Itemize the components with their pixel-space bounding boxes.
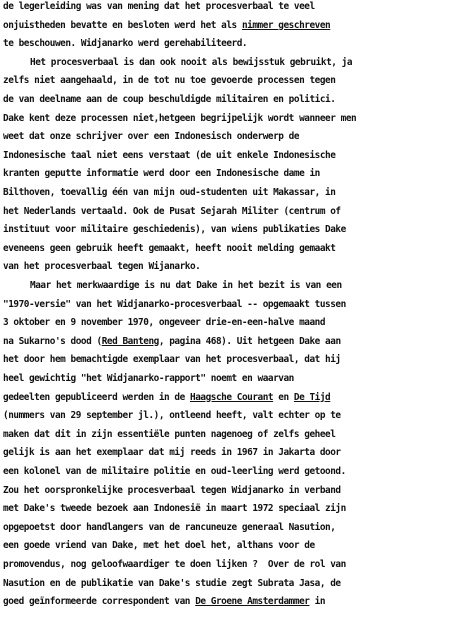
underlined-title: Haagsche Courant bbox=[190, 391, 274, 403]
text-segment: zelfs niet aangehaald, in de tot nu toe gevoerde processen tegen bbox=[3, 75, 336, 87]
text-line bbox=[3, 373, 467, 385]
text-line bbox=[3, 38, 467, 50]
text-line bbox=[3, 336, 467, 348]
text-segment: van het procesverbaal tegen Wijanarko. bbox=[3, 261, 201, 273]
text-line bbox=[3, 429, 467, 441]
underlined-title: nimmer geschreven bbox=[241, 19, 331, 31]
underlined-title: De Groene Amsterdammer bbox=[195, 596, 310, 608]
text-line bbox=[3, 168, 467, 180]
text-segment: na Sukarno's dood ( bbox=[3, 335, 102, 347]
text-line bbox=[3, 224, 467, 236]
text-segment: promovendus, nog geloofwaardiger te doen lijken ? Over de rol van bbox=[3, 559, 346, 570]
text-line bbox=[3, 522, 467, 534]
text-line bbox=[30, 280, 467, 292]
text-line bbox=[3, 261, 467, 273]
text-segment: instituut voor militaire geschiedenis), van wiens publikaties Dake bbox=[3, 224, 346, 236]
text-line bbox=[3, 485, 467, 497]
text-segment: gedeelten gepubliceerd werden in de bbox=[3, 391, 190, 403]
underlined-title: De Tijd bbox=[293, 391, 331, 403]
text-segment: heel gewichtig "het Widjanarko-rapport" noemt en waarvan bbox=[3, 373, 294, 384]
text-segment: Bilthoven, toevallig één van mijn oud-studenten uit Makassar, in bbox=[3, 187, 336, 198]
text-segment: te beschouwen. Widjanarko werd gerehabiliteerd. bbox=[3, 38, 248, 50]
text-line bbox=[3, 94, 467, 106]
text-segment: weet dat onze schrijver over een Indonesisch onderwerp de bbox=[3, 131, 300, 143]
text-segment: goed geïnformeerde correspondent van bbox=[3, 596, 196, 608]
text-segment: onjuistheden bevatte en besloten werd het als bbox=[3, 19, 242, 31]
text-line bbox=[3, 317, 467, 329]
text-segment: een goede vriend van Dake, met het doel het, althans voor de bbox=[3, 540, 315, 552]
text-line bbox=[3, 20, 467, 32]
underlined-title: Red Banteng bbox=[101, 335, 159, 347]
text-line bbox=[3, 578, 467, 590]
text-line bbox=[3, 596, 467, 608]
text-segment: Zou het oorspronkelijke procesverbaal tegen Widjanarko in verband bbox=[3, 484, 341, 496]
text-line bbox=[3, 559, 467, 571]
text-segment: 3 oktober en 9 november 1970, ongeveer drie-en-een-halve maand bbox=[3, 317, 326, 329]
text-line bbox=[3, 187, 467, 199]
text-segment: een kolonel van de militaire politie en oud-leerling werd getoond. bbox=[3, 466, 346, 477]
text-line bbox=[3, 1, 467, 13]
text-line bbox=[30, 57, 467, 69]
text-line bbox=[3, 466, 467, 478]
text-segment: in bbox=[309, 596, 326, 608]
text-line bbox=[3, 447, 467, 459]
text-line bbox=[3, 113, 467, 125]
text-segment: Nasution en de publikatie van Dake's studie zegt Subrata Jasa, de bbox=[3, 577, 341, 589]
text-segment: het door hem bemachtigde exemplaar van het procesverbaal, dat hij bbox=[3, 354, 341, 366]
text-line bbox=[3, 392, 467, 404]
text-segment: (nummers van 29 september jl.), ontleend heeft, valt echter op te bbox=[3, 410, 341, 422]
text-segment: "1970-versie" van het Widjanarko-procesverbaal -- opgemaakt tussen bbox=[3, 298, 346, 310]
text-line bbox=[3, 540, 467, 552]
text-line bbox=[3, 299, 467, 311]
text-segment: , pagina 468). Uit hetgeen Dake aan bbox=[158, 335, 341, 347]
text-segment: met Dake's tweede bezoek aan Indonesië in maart 1972 speciaal zijn bbox=[3, 503, 346, 515]
text-segment: de legerleiding was van mening dat het procesverbaal te veel bbox=[3, 1, 315, 12]
text-segment: kranten geputte informatie werd door een Indonesische dame in bbox=[3, 168, 320, 180]
text-segment: de van deelname aan de coup beschuldigde militairen en politici. bbox=[3, 94, 336, 105]
text-segment: Maar het merkwaardige is nu dat Dake in het bezit is van een bbox=[30, 280, 342, 291]
text-segment: en bbox=[273, 391, 294, 403]
text-line bbox=[3, 150, 467, 162]
text-line bbox=[3, 410, 467, 422]
text-line bbox=[3, 206, 467, 218]
text-segment: gelijk is aan het exemplaar dat mij reeds in 1967 in Jakarta door bbox=[3, 447, 341, 459]
text-line bbox=[3, 131, 467, 143]
text-line bbox=[3, 75, 467, 87]
text-line bbox=[3, 503, 467, 515]
text-segment: Indonesische taal niet eens verstaat (de uit enkele Indonesische bbox=[3, 149, 336, 161]
text-segment: eveneens geen gebruik heeft gemaakt, heeft nooit melding gemaakt bbox=[3, 242, 336, 254]
text-segment: maken dat dit in zijn essentiële punten nagenoeg of zelfs geheel bbox=[3, 428, 336, 440]
text-segment: Dake kent deze processen niet,hetgeen begrijpelijk wordt wanneer men bbox=[3, 112, 357, 124]
text-line bbox=[3, 354, 467, 366]
text-segment: Het procesverbaal is dan ook nooit als bewijsstuk gebruikt, ja bbox=[30, 56, 353, 68]
text-segment: het Nederlands vertaald. Ook de Pusat Sejarah Militer (centrum of bbox=[3, 205, 341, 217]
text-segment: opgepoetst door handlangers van de rancuneuze generaal Nasution, bbox=[3, 521, 336, 533]
text-line bbox=[3, 243, 467, 255]
